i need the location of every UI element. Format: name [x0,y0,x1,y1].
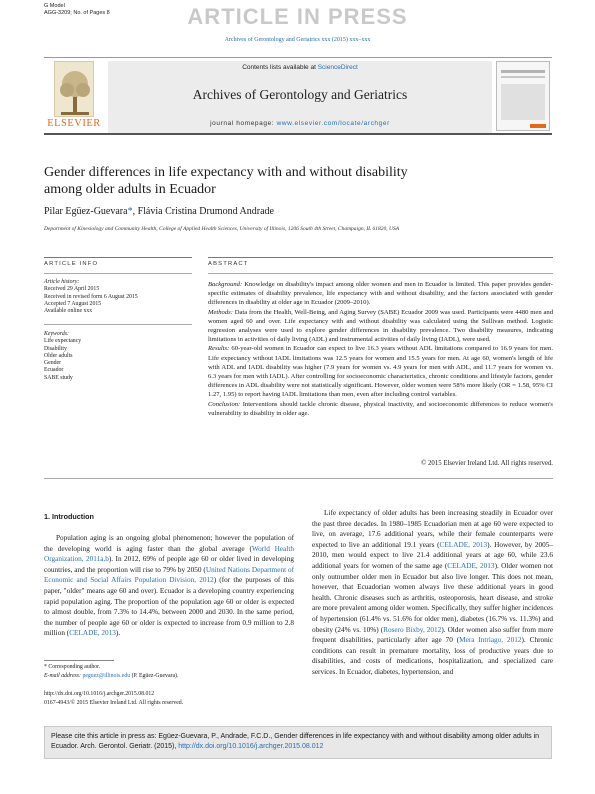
homepage-label: journal homepage: [210,120,277,127]
homepage-url-link[interactable]: www.elsevier.com/locate/archger [276,120,390,127]
article-info-subrule [44,273,192,274]
journal-homepage [108,120,492,127]
abstract-rule [208,257,553,258]
history-accepted: Accepted 7 August 2015 [44,300,102,307]
history-received: Received 29 April 2015 [44,286,100,293]
title-line-1: Gender differences in life expectancy with and without disability [44,165,408,180]
doi-link[interactable]: http://dx.doi.org/10.1016/j.archger.2015.08.012 [44,691,155,697]
citation-doi-link[interactable]: http://dx.doi.org/10.1016/j.archger.2015.08.012 [178,743,324,750]
intro-text: ). Older women also suffer from more frequent disabilities, particularly after age 70 ( [312,625,553,645]
email-note [44,673,178,679]
keyword-item: Disability [44,345,67,352]
journal-title: Archives of Gerontology and Geriatrics [192,87,408,102]
gmodel-label: G Model [44,3,65,9]
article-title [44,164,514,198]
intro-left-column [44,533,294,639]
background-text: Knowledge on disability's impact among older women and men in Ecuador is limited. This paper provides gender-specific estimates of disability prevalence, life expectancy with and without disability, and the factors associated with gender differences in disability at older age in Ecuador (2009–2010). [208,281,553,307]
abstract-body [208,280,553,418]
intro-paragraph-1 [44,533,294,639]
intro-text: ) (for the purposes of this paper, "older" means age 60 and over). Ecuador is a developing country experiencing rapid population aging. The proportion of the population age 60 or older is expected to almost double, from 7.3% to 14.4%, between 2000 and 2030. In the same period, the number of people age 60 or older is expected to increase from 0.9 million to 2.8 million ( [44,576,294,638]
abstract-methods [208,308,553,345]
abstract-conclusion [208,400,553,418]
intro-paragraph-2 [312,508,553,678]
abstract-bottom-rule [44,478,553,479]
citation-link[interactable]: World Health Organization, 2011a,b [44,544,294,564]
citation-text [51,732,547,752]
author-2: , Flávia Cristina Drumond Andrade [132,206,274,217]
author-1: Pilar Egüez-Guevara [44,206,128,217]
methods-text: Data from the Health, Well-Being, and Aging Survey (SABE) Ecuador 2009 was used. Participants were 4480 men and women aged 60 and over. Life expectancy with and without disability was calculated using the Sullivan method. Logistic regression analyses were used to explore gender differences in disability prevalence. Two disability measures, indicating limitations in activities of daily living (ADL) and instrumental activities of daily living (IADL), were used. [208,308,553,344]
corresponding-author-note: * Corresponding author. [44,664,101,670]
conclusion-label: Conclusion: [208,400,241,408]
intro-text: ). However, by 2005–2010, men would expect to live 21.4 additional years at age 60, while 23.6 additional years for women of the same age ( [312,540,553,570]
title-line-2: among older adults in Ecuador [44,182,216,197]
conclusion-text: Interventions should tackle chronic disease, physical inactivity, and socioeconomic differences to reduce women's vulnerability to disability in older age. [208,400,553,417]
sciencedirect-link[interactable]: ScienceDirect [317,64,358,71]
intro-right-column [312,508,553,678]
article-code-label: AGG-3209; No. of Pages 8 [44,9,110,16]
methods-label: Methods: [208,308,233,316]
keyword-item: Gender [44,360,62,367]
corresponding-author-mark[interactable]: * [127,206,133,217]
keyword-item: Life expectancy [44,338,82,345]
cover-picture [501,84,545,120]
abstract-subrule [208,273,553,274]
contents-line [108,64,492,71]
keywords-label: Keywords: [44,331,69,337]
email-owner: (P. Egüez-Guevara). [130,673,179,679]
keyword-item: Ecuador [44,367,64,374]
keywords-rule [44,324,192,325]
history-revised: Received in revised form 6 August 2015 [44,293,138,300]
citation-link[interactable]: Mera Intriago, 2012 [459,636,522,645]
journal-cover-image[interactable] [496,61,550,131]
author-list [44,206,274,217]
journal-reference-link[interactable]: Archives of Gerontology and Geriatrics xxx (2015) xxx–xxx [224,37,371,43]
results-text: 60-year-old women in Ecuador can expect to live 16.3 years without ADL limitations compared to 16.9 years for men. Life expectancy without IADL limitations was 12.5 years for women and 15.5 years for men. At age 60, women's length of life with ADL and IADL disability was higher (7.9 years for women vs. 4.9 years for men with ADL, and 11.7 years for women vs. 6.3 years for men with IADL). After controlling for socioeconomic characteristics, chronic conditions and lifestyle factors, gender differences in ADL disability were not statistically significant. However, older women were 58% more likely (OR = 1.58, 95% CI 1.27, 1.95) to report having IADL limitations than men, even after including control variables. [208,345,553,399]
citation-link[interactable]: Rosero Bixby, 2012 [383,625,442,634]
abstract-copyright: © 2015 Elsevier Ireland Ltd. All rights reserved. [421,460,553,467]
journal-header [44,57,552,135]
abstract-results [208,344,553,399]
article-history [44,279,138,315]
history-label: Article history: [44,279,80,285]
citation-link[interactable]: CELADE, 2013 [447,561,495,570]
keyword-item: Older adults [44,352,73,359]
intro-text: Life expectancy of older adults has been increasing steadily in Ecuador over the past three decades. In 1980–1985 Ecuadorian men at age 60 were expected to live, on average, 17.6 additional years, while their female counterparts were expected to live an additional 19.1 years ( [312,509,553,549]
intro-text: Population aging is an ongoing global phenomenon; however the population of the developing world is aging faster than the global average ( [44,534,294,553]
article-in-press-banner: ARTICLE IN PRESS [187,4,408,29]
history-online: Available online xxx [44,308,93,315]
citation-link[interactable]: CELADE, 2013 [69,629,116,638]
cover-band-secondary [501,76,545,78]
elsevier-logo[interactable] [44,61,104,133]
abstract-heading: ABSTRACT [208,261,249,267]
affiliation: Department of Kinesiology and Community Health, College of Applied Health Sciences, University of Illinois, 1206 South 4th Street, Champaign, IL 61820, USA [44,226,400,232]
intro-text: ). In 2012, 69% of people age 60 or older lived in developing countries, and the proportion will rise to 79% by 2050 ( [44,555,294,574]
cover-band [501,70,545,73]
intro-text: ). Older women not only outnumber older men in Ecuador but also live longer. This does not mean, however, that Ecuadorian women always live these additional years in good health. Chronic diseases such as arthritis, osteoporosis, heart disease, and stroke are more prevalent among older women. Specifically, they suffer higher incidences of hypertension (61.4% vs. 51.6% for older men), diabetes (16.7% vs. 11.3%) and obesity (24% vs. 10%) ( [312,561,554,634]
background-label: Background: [208,281,243,288]
keyword-item: SABE study [44,374,73,381]
keywords [44,331,81,382]
article-info-heading: ARTICLE INFO [44,261,99,267]
elsevier-wordmark: ELSEVIER [47,118,101,129]
citation-link[interactable]: CELADE, 2013 [439,540,488,549]
intro-text: ). Chronic conditions can result in premature mortality, loss of productive years due to disabilities, and costs of medications, hospitalization, and specialized care services. In Ecuador, diabetes, hypertension, and [312,636,553,676]
citation-prefix: Please cite this article in press as: Egüez-Guevara, P., Andrade, F.C.D., Gender differences in life expectancy with and without disability among older adults in Ecuador. Arch. Gerontol. Geriatr. (2015), [51,733,540,750]
citation-box [44,726,552,759]
introduction-heading: 1. Introduction [44,512,94,521]
email-link[interactable]: peguez@illinois.edu [82,673,131,679]
issn-line: 0167-4943/© 2015 Elsevier Ireland Ltd. All rights reserved. [44,700,184,706]
contents-prefix: Contents lists available at [242,64,318,71]
cover-footer-mark [530,124,546,128]
footnote-rule [44,660,114,661]
email-label: E-mail address: [44,673,81,679]
citation-link[interactable]: United Nations Department of Economic and Social Affairs Population Division, 2012 [44,565,294,585]
journal-banner [108,61,492,133]
results-label: Results: [208,345,230,353]
elsevier-tree-icon [54,61,94,117]
abstract-background [208,280,553,308]
intro-text: ). [115,629,121,638]
article-info-rule [44,257,192,258]
